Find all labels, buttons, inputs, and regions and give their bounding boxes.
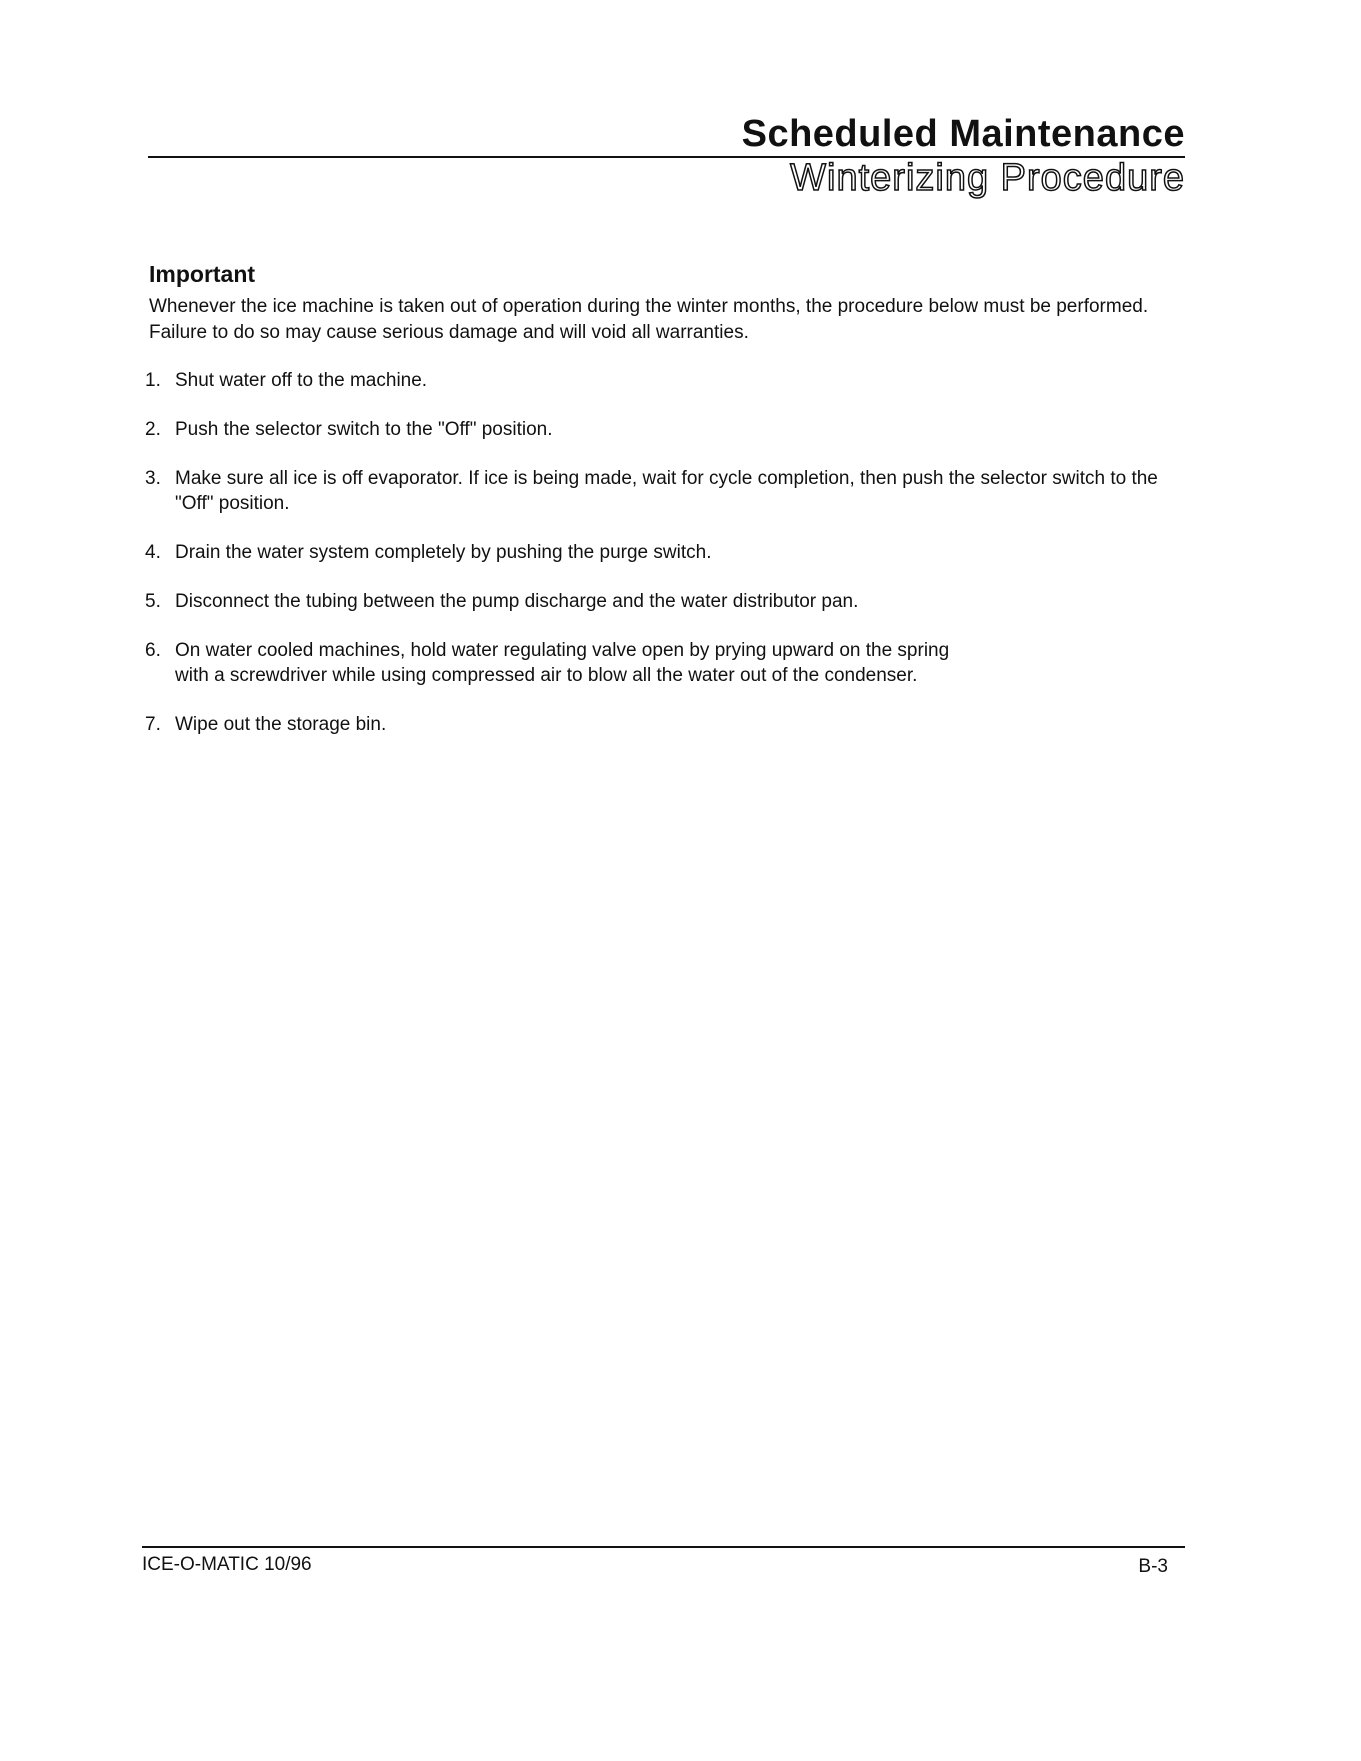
step-item: [145, 368, 1175, 393]
step-text: Drain the water system completely by pushing the purge switch.: [175, 542, 712, 563]
step-text: Make sure all ice is off evaporator. If ice is being made, wait for cycle completion, then push the selector switch to the "Off" position.: [175, 468, 1158, 514]
page-number: B-3: [1138, 1556, 1168, 1577]
footer-publisher-date: ICE-O-MATIC 10/96: [142, 1554, 312, 1575]
step-number: 6.: [145, 640, 161, 661]
step-text: On water cooled machines, hold water regulating valve open by prying upward on the spring with a screwdriver while using compressed air to blow all the water out of the condenser.: [175, 640, 950, 686]
important-heading: Important: [149, 261, 256, 287]
footer-rule: [142, 1546, 1185, 1548]
step-number: 3.: [145, 468, 161, 489]
step-text: Push the selector switch to the "Off" position.: [175, 419, 553, 440]
step-item: [145, 589, 1175, 614]
page-title: Scheduled Maintenance: [741, 113, 1185, 155]
step-number: 2.: [145, 419, 161, 440]
step-number: 7.: [145, 714, 161, 735]
procedure-steps: [145, 368, 1175, 737]
step-text: Disconnect the tubing between the pump discharge and the water distributor pan.: [175, 591, 859, 612]
important-text: Whenever the ice machine is taken out of operation during the winter months, the procedure below must be performed. Failure to do so may cause serious damage and will void all warranties.: [149, 296, 1149, 343]
step-item: [145, 417, 1175, 442]
step-number: 5.: [145, 591, 161, 612]
step-item: [145, 712, 1175, 737]
step-number: 1.: [145, 370, 161, 391]
step-number: 4.: [145, 542, 161, 563]
step-item: [145, 540, 1175, 565]
step-text: Wipe out the storage bin.: [175, 714, 387, 735]
step-item: [145, 466, 1175, 516]
page-subtitle: Winterizing Procedure: [790, 157, 1185, 199]
step-text: Shut water off to the machine.: [175, 370, 428, 391]
step-item: [145, 638, 965, 688]
